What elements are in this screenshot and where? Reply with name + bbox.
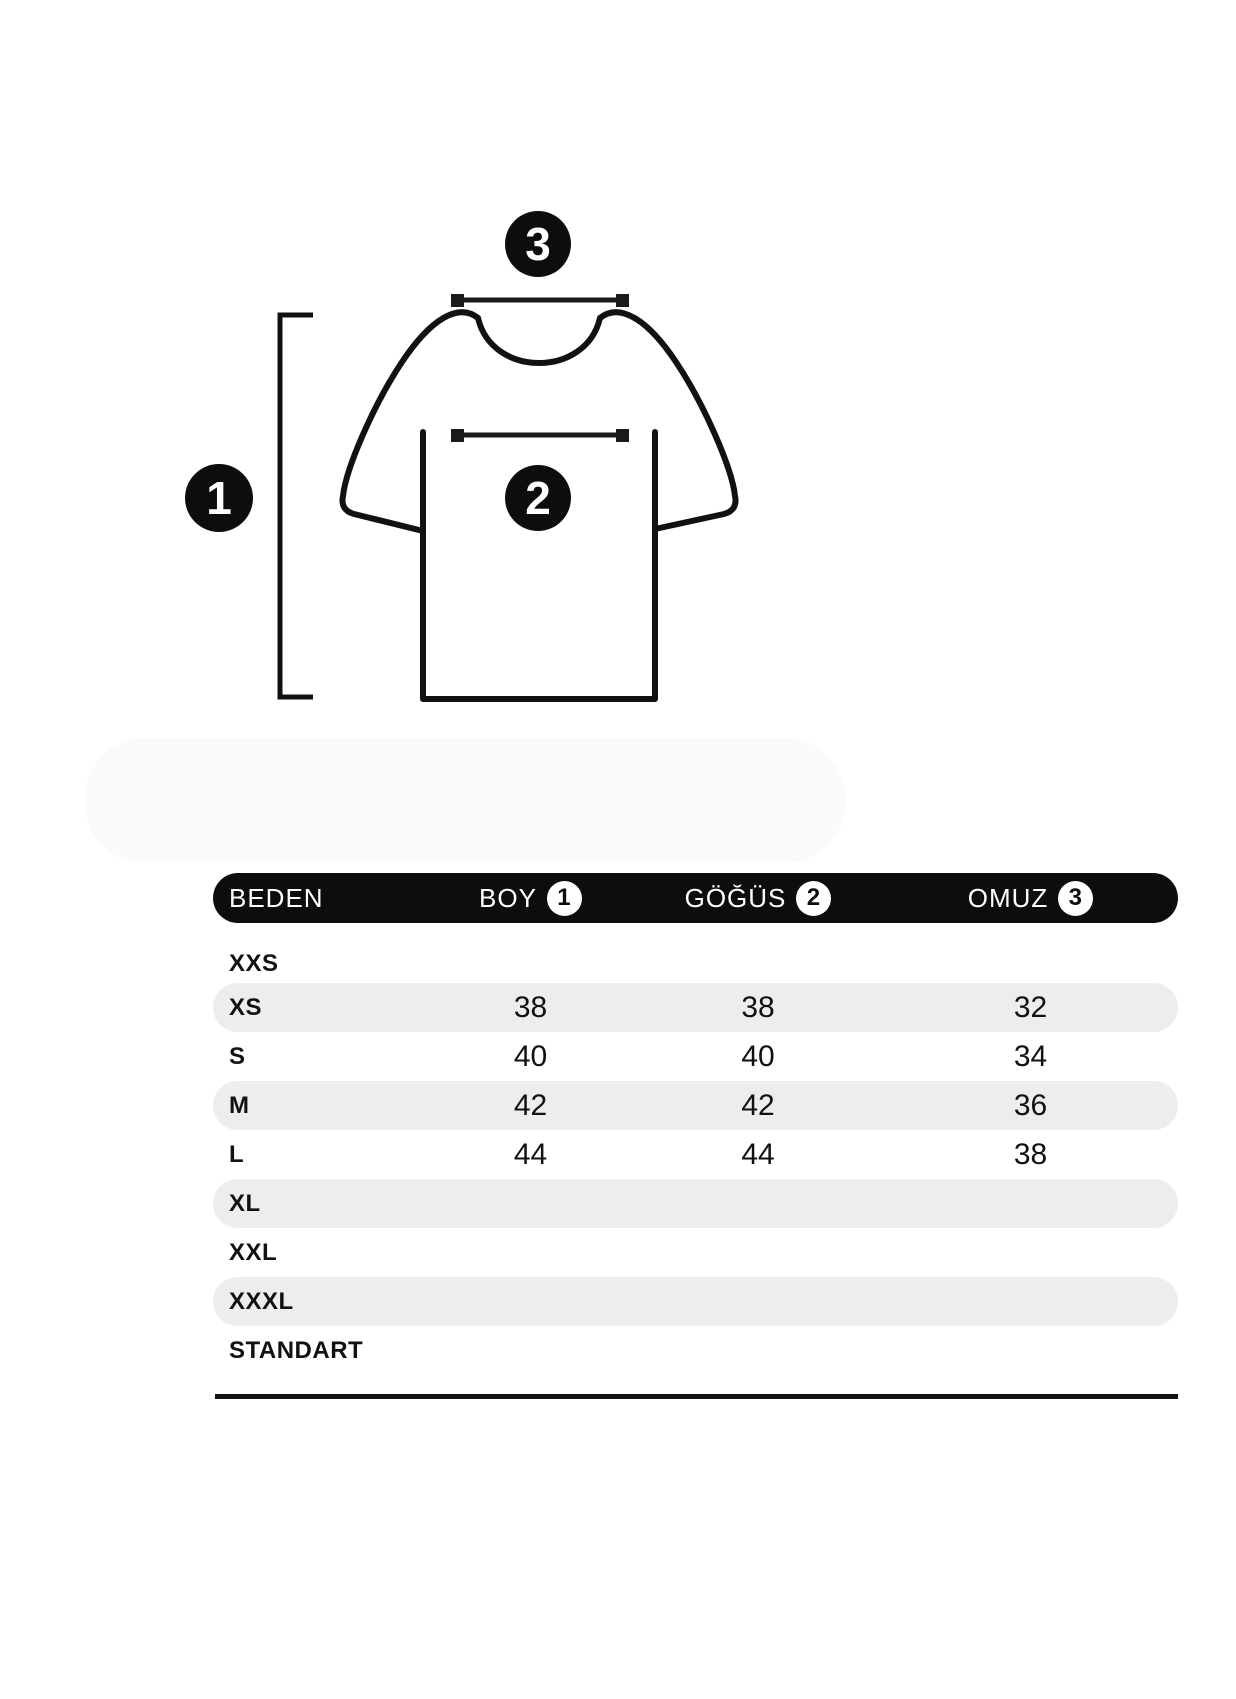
table-row-xxl bbox=[213, 1228, 1178, 1277]
header-omuz-badge-icon: 3 bbox=[1058, 881, 1093, 916]
header-boy-label: BOY bbox=[479, 882, 537, 913]
tshirt-right-sleeve bbox=[600, 312, 736, 529]
header-omuz-label: OMUZ bbox=[967, 882, 1049, 913]
header-omuz bbox=[883, 881, 1178, 916]
size-label: L bbox=[229, 1140, 245, 1168]
header-gogus-label: GÖĞÜS bbox=[684, 882, 787, 913]
size-label: XXS bbox=[229, 950, 279, 977]
size-label: XL bbox=[229, 1189, 261, 1217]
chest-measure-line bbox=[451, 429, 629, 442]
badge-omuz-icon bbox=[505, 211, 571, 277]
table-row-xs bbox=[213, 983, 1178, 1032]
size-label: XXXL bbox=[229, 1287, 294, 1315]
tshirt-measurement-diagram bbox=[0, 0, 1236, 780]
boy-value: 38 bbox=[513, 990, 548, 1024]
table-row-xxxl bbox=[213, 1277, 1178, 1326]
tshirt-neckline bbox=[478, 318, 600, 363]
shoulder-measure-line bbox=[451, 294, 629, 307]
length-bracket bbox=[280, 315, 313, 697]
bottom-divider bbox=[215, 1394, 1178, 1399]
table-header-row bbox=[213, 873, 1178, 923]
table-row-m bbox=[213, 1081, 1178, 1130]
header-gogus bbox=[633, 881, 883, 916]
header-boy bbox=[428, 881, 633, 916]
size-label: M bbox=[229, 1091, 250, 1119]
header-boy-badge-icon: 1 bbox=[547, 881, 582, 916]
size-table bbox=[213, 873, 1178, 1375]
header-beden: BEDEN bbox=[229, 882, 324, 913]
gogus-value: 40 bbox=[741, 1039, 775, 1073]
table-row-standart bbox=[213, 1326, 1178, 1375]
badge-gogus-number: 2 bbox=[525, 472, 551, 524]
badge-boy-icon bbox=[185, 464, 253, 532]
size-label: STANDART bbox=[229, 1336, 364, 1364]
size-label: XS bbox=[229, 993, 263, 1021]
badge-boy-number: 1 bbox=[206, 472, 232, 524]
boy-value: 44 bbox=[513, 1137, 548, 1171]
header-spacer bbox=[213, 923, 1178, 945]
size-label: S bbox=[229, 1042, 246, 1070]
boy-value: 40 bbox=[513, 1039, 548, 1073]
badge-omuz-number: 3 bbox=[525, 218, 551, 270]
table-row-xl bbox=[213, 1179, 1178, 1228]
size-label: XXL bbox=[229, 1238, 278, 1266]
omuz-value: 36 bbox=[1013, 1088, 1048, 1122]
table-row-xxs bbox=[213, 945, 1178, 983]
tshirt-left-sleeve bbox=[342, 312, 478, 531]
table-row-l bbox=[213, 1130, 1178, 1179]
boy-value: 42 bbox=[513, 1088, 548, 1122]
omuz-value: 34 bbox=[1013, 1039, 1048, 1073]
header-gogus-badge-icon: 2 bbox=[796, 881, 831, 916]
omuz-value: 38 bbox=[1013, 1137, 1048, 1171]
table-row-s bbox=[213, 1032, 1178, 1081]
gogus-value: 42 bbox=[741, 1088, 775, 1122]
badge-gogus-icon bbox=[505, 465, 571, 531]
omuz-value: 32 bbox=[1013, 990, 1048, 1024]
gogus-value: 44 bbox=[741, 1137, 775, 1171]
gogus-value: 38 bbox=[741, 990, 775, 1024]
